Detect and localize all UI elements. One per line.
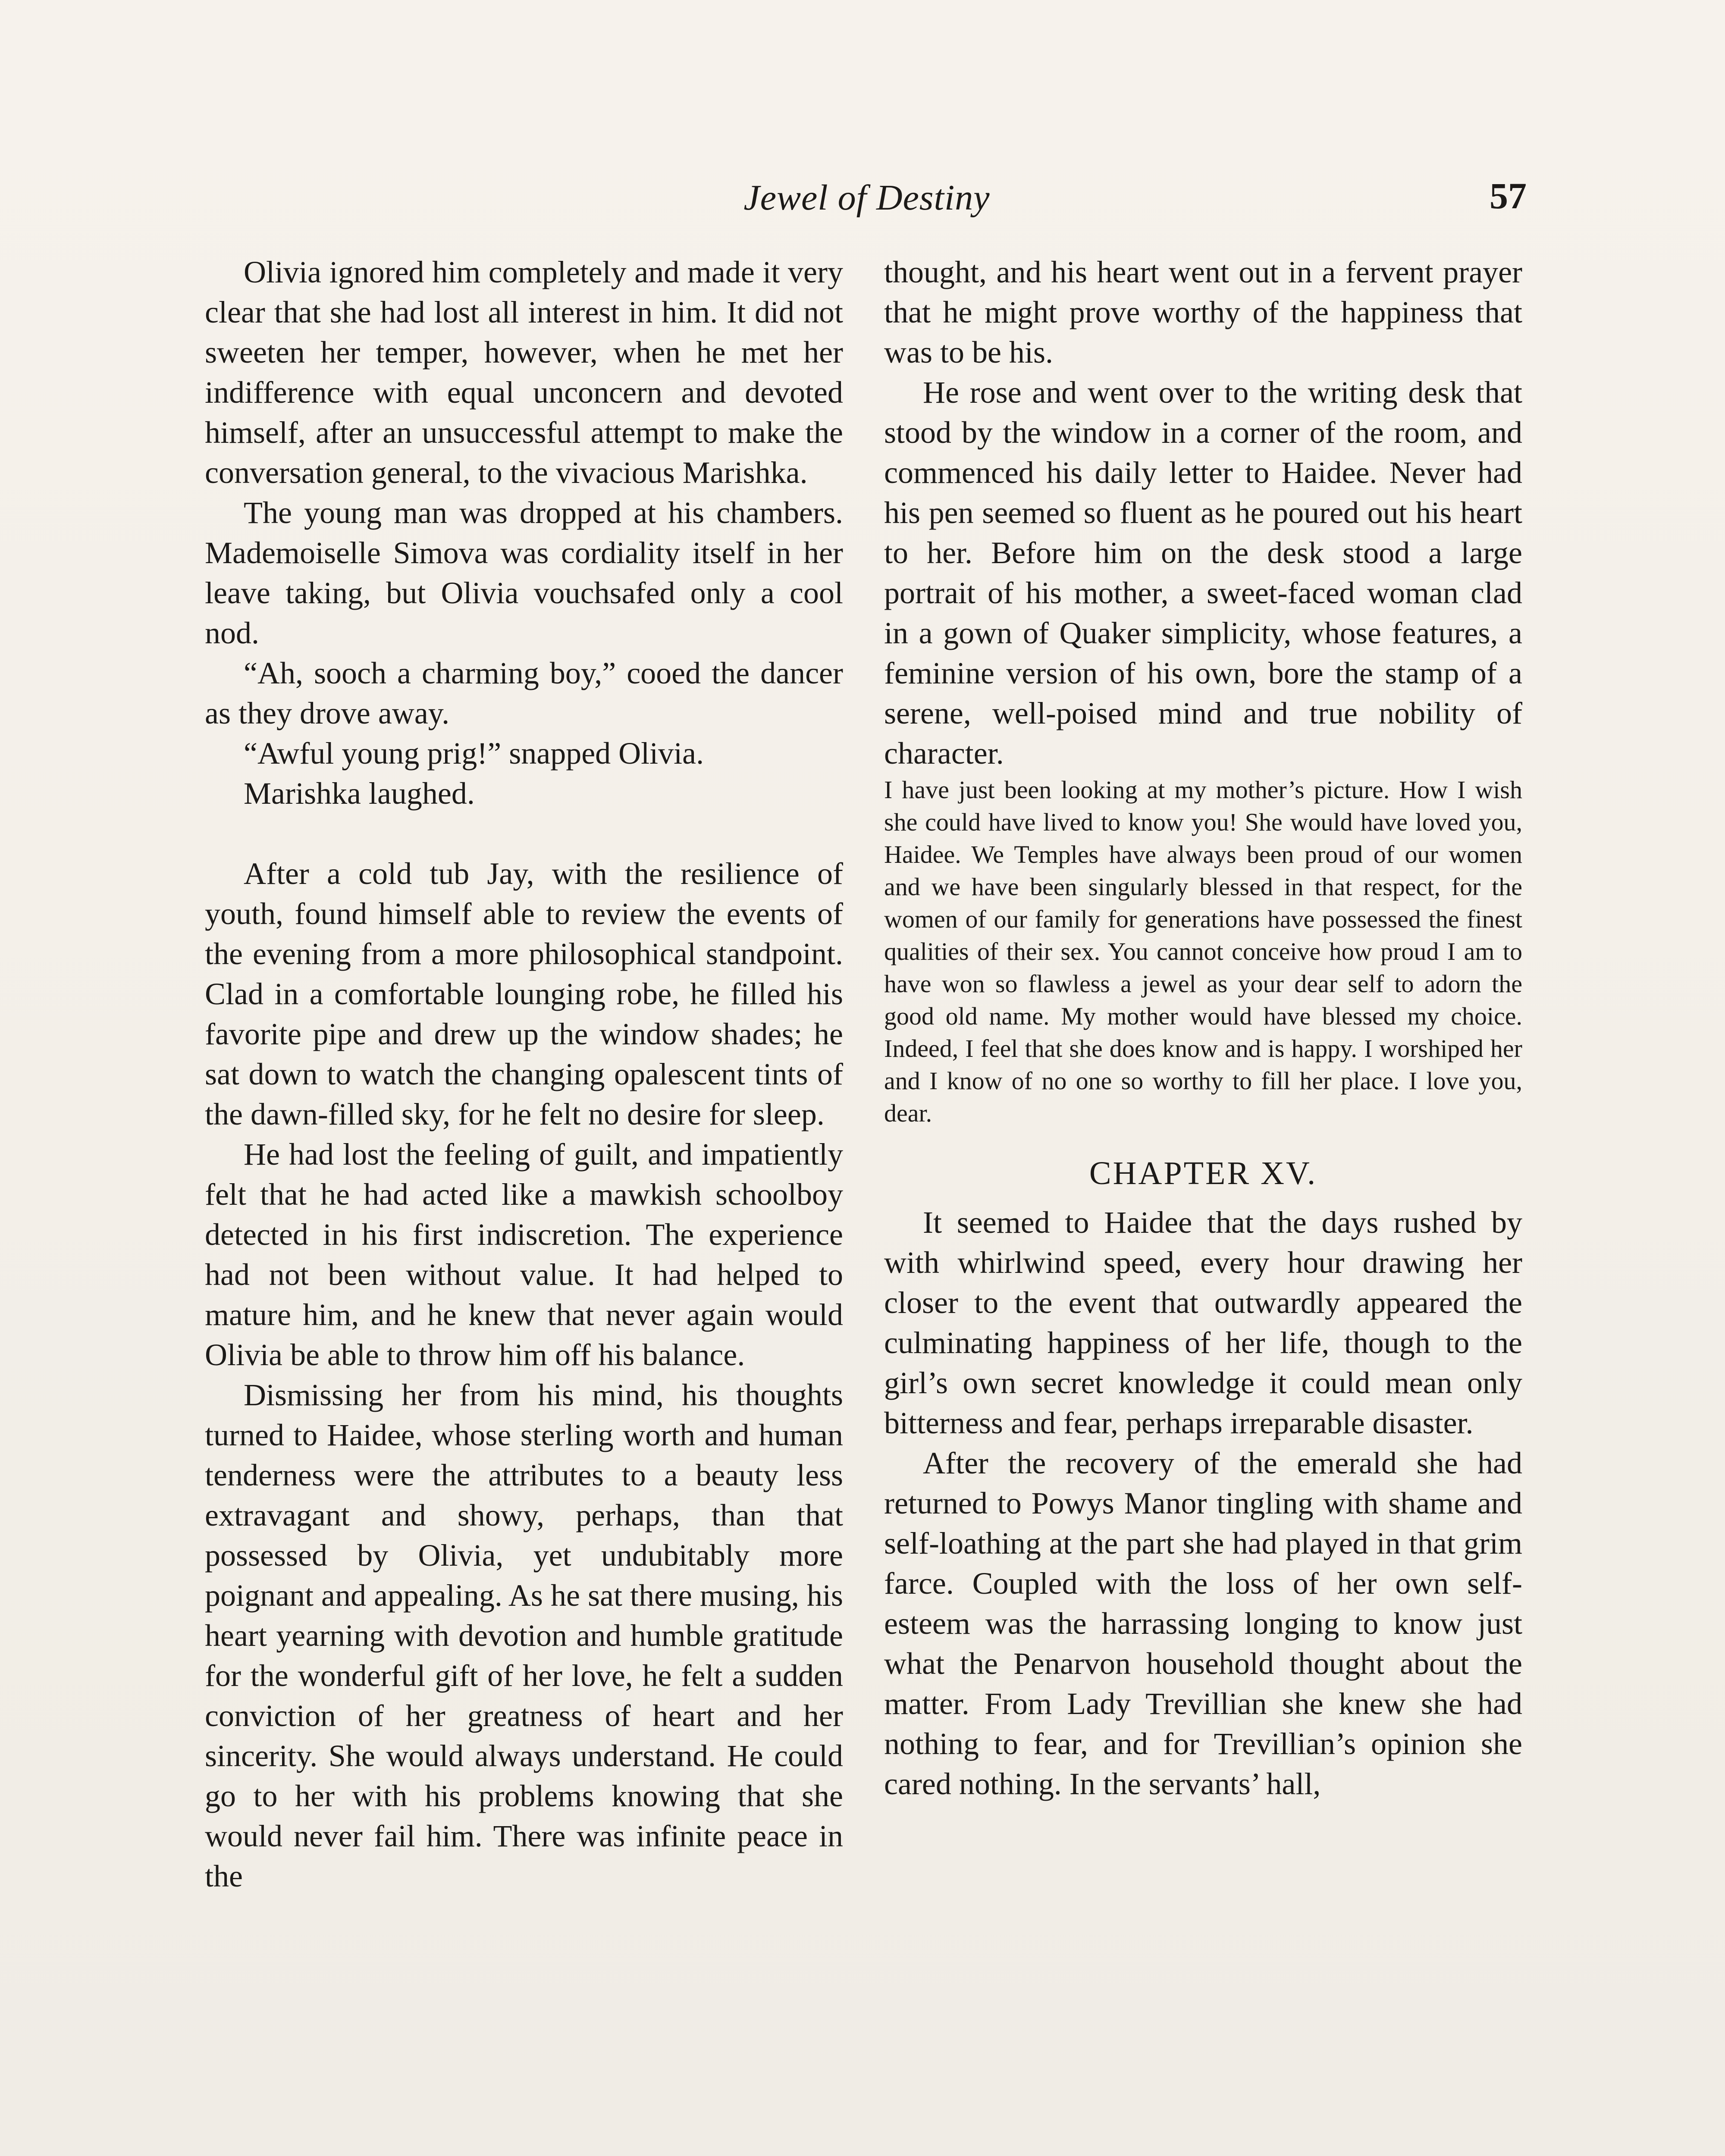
running-title: Jewel of Destiny [743,178,990,218]
paragraph: After the recovery of the emerald she had returned to Powys Manor tingling with shame and self-loathing at the part she had played in that grim farce. Coupled with the loss of her own self-esteem was the harrassing longing to know just what the Penarvon household thought about the matter. From Lady Trevillian she knew she had nothing to fear, and for Trevillian’s opinion she cared nothing. In the servants’ hall, [884,1446,1522,1801]
section-break [205,814,843,854]
paragraph-continuation: thought, and his heart went out in a fervent prayer that he might prove worthy of the happiness that was to be his. [884,255,1522,370]
paragraph: He had lost the feeling of guilt, and impatiently felt that he had acted like a mawkish schoolboy detected in his first indiscretion. The experience had not been without value. It had helped to mature him, and he knew that never again would Olivia be able to throw him off his balance. [205,1137,843,1372]
paragraph: Olivia ignored him completely and made it very clear that she had lost all interest in him. It did not sweeten her temper, however, when he met her indifference with equal unconcern and devoted himself, after an unsuccessful attempt to make the conversation general, to the vivacious Marishka. [205,255,843,490]
paragraph: The young man was dropped at his chambers. Mademoiselle Simova was cordiality itself in her leave taking, but Olivia vouchsafed only a cool nod. [205,495,843,650]
paragraph: Marishka laughed. [244,776,475,811]
paragraph: “Awful young prig!” snapped Olivia. [244,736,704,771]
paragraph: Dismissing her from his mind, his thoughts turned to Haidee, whose sterling worth and human tenderness were the attributes to a beauty less extravagant and showy, perhaps, than that possessed by Olivia, yet undubitably more poignant and appealing. As he sat there musing, his heart yearning with devotion and humble gratitude for the wonderful gift of her love, he felt a sudden conviction of her greatness of heart and her sincerity. She would always understand. He could go to her with his problems knowing that she would never fail him. There was infinite peace in the [205,1378,843,1893]
left-column [205,252,843,1896]
paragraph: He rose and went over to the writing desk that stood by the window in a corner of the room, and commenced his daily letter to Haidee. Never had his pen seemed so fluent as he poured out his heart to her. Before him on the desk stood a large portrait of his mother, a sweet-faced woman clad in a gown of Quaker simplicity, whose features, a feminine version of his own, bore the stamp of a serene, well-poised mind and true nobility of character. [884,375,1522,771]
chapter-heading: CHAPTER XV. [1089,1155,1317,1191]
letter-excerpt: I have just been looking at my mother’s picture. How I wish she could have lived to know you! She would have loved you, Haidee. We Temples have always been proud of our women and we have been singularly blessed in that respect, for the women of our family for generations have possessed the finest qualities of their sex. You cannot conceive how proud I am to have won so flawless a jewel as your dear self to adorn the good old name. My mother would have blessed my choice. Indeed, I feel that she does know and is happy. I worshiped her and I know of no one so worthy to fill her place. I love you, dear. [884,776,1522,1127]
paragraph: It seemed to Haidee that the days rushed by with whirlwind speed, every hour drawing her closer to the event that outwardly appeared the culminating happiness of her life, though to the girl’s own secret knowledge it could mean only bitterness and fear, perhaps irreparable disaster. [884,1205,1522,1440]
paragraph: “Ah, sooch a charming boy,” cooed the dancer as they drove away. [205,656,843,730]
running-head [207,168,1527,229]
right-column [884,252,1522,1804]
page-number: 57 [1490,175,1527,216]
paragraph: After a cold tub Jay, with the resilience of youth, found himself able to review the events of the evening from a more philosophical standpoint. Clad in a comfortable lounging robe, he filled his favorite pipe and drew up the window shades; he sat down to watch the changing opalescent tints of the dawn-filled sky, for he felt no desire for sleep. [205,856,843,1131]
